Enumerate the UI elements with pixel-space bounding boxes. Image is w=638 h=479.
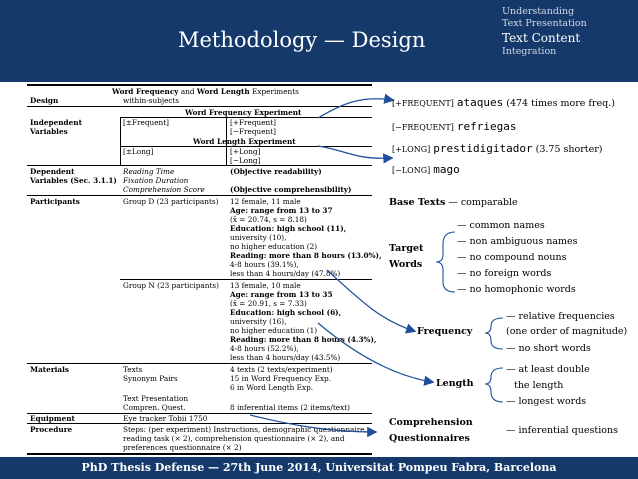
group-n-line: no higher education (1) <box>230 326 318 335</box>
example-row: [+LONG] prestidigitador (3.75 shorter) <box>392 142 603 155</box>
target-words-item: — no foreign words <box>457 268 552 279</box>
dependent-label: Dependent <box>30 167 75 176</box>
procedure-line: Steps: (per experiment) Instructions, demographic questionnaire, <box>123 425 367 434</box>
target-words-item: — no homophonic words <box>457 284 576 295</box>
materials-synonym-value: 15 in Word Frequency Exp. <box>230 374 332 383</box>
brace-length <box>485 368 503 402</box>
materials-synonym-value2: 6 in Word Length Exp. <box>230 383 314 392</box>
target-words-label2: Words <box>389 259 423 270</box>
plus-frequent: [+Frequent] <box>230 118 276 127</box>
independent-label: Independent <box>30 118 82 127</box>
reading-time: Reading Time <box>123 167 175 176</box>
nav-item-text-presentation[interactable]: Text Presentation <box>502 18 587 29</box>
group-n-line: 4-8 hours (52.2%), <box>230 344 299 353</box>
minus-long: [−Long] <box>230 156 261 165</box>
brace-frequency <box>485 318 503 349</box>
variables-label: Variables <box>30 127 68 136</box>
frequency-item: (one order of magnitude) <box>506 326 628 337</box>
target-words-item: — no compound nouns <box>457 252 567 263</box>
footer-bar <box>0 457 638 479</box>
group-d-line: Reading: more than 8 hours (13.0%), <box>230 251 382 260</box>
participants-label: Participants <box>30 197 80 206</box>
materials-compren-value: 8 inferential items (2 items/text) <box>230 403 351 412</box>
footer-text: PhD Thesis Defense — 27th June 2014, Universitat Pompeu Fabra, Barcelona <box>81 461 557 474</box>
comprehension-label2: Questionnaires <box>389 433 470 444</box>
length-experiment-label: Word Length Experiment <box>193 137 296 146</box>
minus-frequent: [−Frequent] <box>230 127 276 136</box>
group-d-line: 4-8 hours (39.1%), <box>230 260 299 269</box>
brace-target-words <box>436 232 455 292</box>
freq-experiment-label: Word Frequency Experiment <box>185 108 302 117</box>
group-d-line: university (10), <box>230 233 287 242</box>
example-row: [−LONG] mago <box>392 163 460 176</box>
group-n-line: Education: high school (6), <box>230 308 342 317</box>
fixation-duration: Fixation Duration <box>123 176 189 185</box>
frequency-item: — relative frequencies <box>506 311 615 322</box>
procedure-line: preferences questionnaire (× 2) <box>123 443 242 452</box>
group-n-line: (x̄ = 20.91, s = 7.33) <box>230 299 307 308</box>
procedure-line: reading task (× 2), comprehension questionnaire (× 2), and <box>123 434 345 443</box>
group-n-line: Age: range from 13 to 35 <box>230 290 333 299</box>
arrow-to-comprehension <box>250 415 375 432</box>
materials-text-presentation: Text Presentation <box>123 394 189 403</box>
nav-item-integration[interactable]: Integration <box>502 46 557 57</box>
pm-long: [±Long] <box>123 147 154 156</box>
group-d-line: less than 4 hours/day (47.8%) <box>230 269 341 278</box>
arrow-to-frequency <box>327 270 414 331</box>
target-words-label: Target <box>389 243 424 254</box>
group-d-label: Group D (23 participants) <box>123 197 219 206</box>
design-label: Design <box>30 96 59 105</box>
comprehension-score: Comprehension Score <box>123 185 205 194</box>
materials-label: Materials <box>30 365 70 374</box>
plus-long: [+Long] <box>230 147 261 156</box>
length-label: Length <box>436 378 474 389</box>
comprehension-value: — inferential questions <box>506 425 618 436</box>
procedure-label: Procedure <box>30 425 73 434</box>
arrow-to-length <box>318 323 432 382</box>
slide-title: Methodology — Design <box>178 28 426 52</box>
group-n-line: less than 4 hours/day (43.5%) <box>230 353 341 362</box>
group-n-label: Group N (23 participants) <box>123 281 219 290</box>
group-n-line: university (16), <box>230 317 287 326</box>
target-words-item: — non ambiguous names <box>457 236 578 247</box>
equipment-value: Eye tracker Tobii 1750 <box>123 414 208 423</box>
materials-texts-value: 4 texts (2 texts/experiment) <box>230 365 333 374</box>
objective-readability: (Objective readability) <box>230 167 322 176</box>
group-d-line: (x̄ = 20.74, s = 8.18) <box>230 215 307 224</box>
group-d-line: Education: high school (11), <box>230 224 347 233</box>
arrow-length-to-examples <box>318 146 391 158</box>
dependent-variables-label: Variables (Sec. 3.1.1) <box>30 176 117 185</box>
group-d-line: 12 female, 11 male <box>230 197 301 206</box>
group-d-line: no higher education (2) <box>230 242 318 251</box>
group-d-line: Age: range from 13 to 37 <box>230 206 333 215</box>
example-row: [+FREQUENT] ataques (474 times more freq.) <box>392 96 615 109</box>
group-n-line: 13 female, 10 male <box>230 281 301 290</box>
materials-synonym: Synonym Pairs <box>123 374 178 383</box>
length-item: — at least double <box>506 364 590 375</box>
design-value: within-subjects <box>123 96 180 105</box>
materials-texts: Texts <box>123 365 143 374</box>
table-caption: Word Frequency and Word Length Experiments <box>112 87 299 96</box>
equipment-label: Equipment <box>30 414 75 423</box>
example-row: [−FREQUENT] refriegas <box>392 120 517 133</box>
arrow-freq-to-examples <box>318 99 392 118</box>
length-item: — longest words <box>506 396 587 407</box>
frequency-label: Frequency <box>417 326 473 337</box>
group-n-line: Reading: more than 8 hours (4.3%), <box>230 335 377 344</box>
comprehension-label: Comprehension <box>389 417 473 428</box>
objective-comprehensibility: (Objective comprehensibility) <box>230 185 352 194</box>
nav-item-text-content[interactable]: Text Content <box>502 31 581 45</box>
materials-compren-quest: Compren. Quest. <box>123 403 186 412</box>
nav-item-understanding[interactable]: Understanding <box>502 6 575 17</box>
base-texts: Base Texts — comparable <box>389 197 518 208</box>
frequency-item: — no short words <box>506 343 591 354</box>
pm-frequent: [±Frequent] <box>123 118 169 127</box>
length-item: the length <box>514 380 564 391</box>
target-words-item: — common names <box>457 220 545 231</box>
